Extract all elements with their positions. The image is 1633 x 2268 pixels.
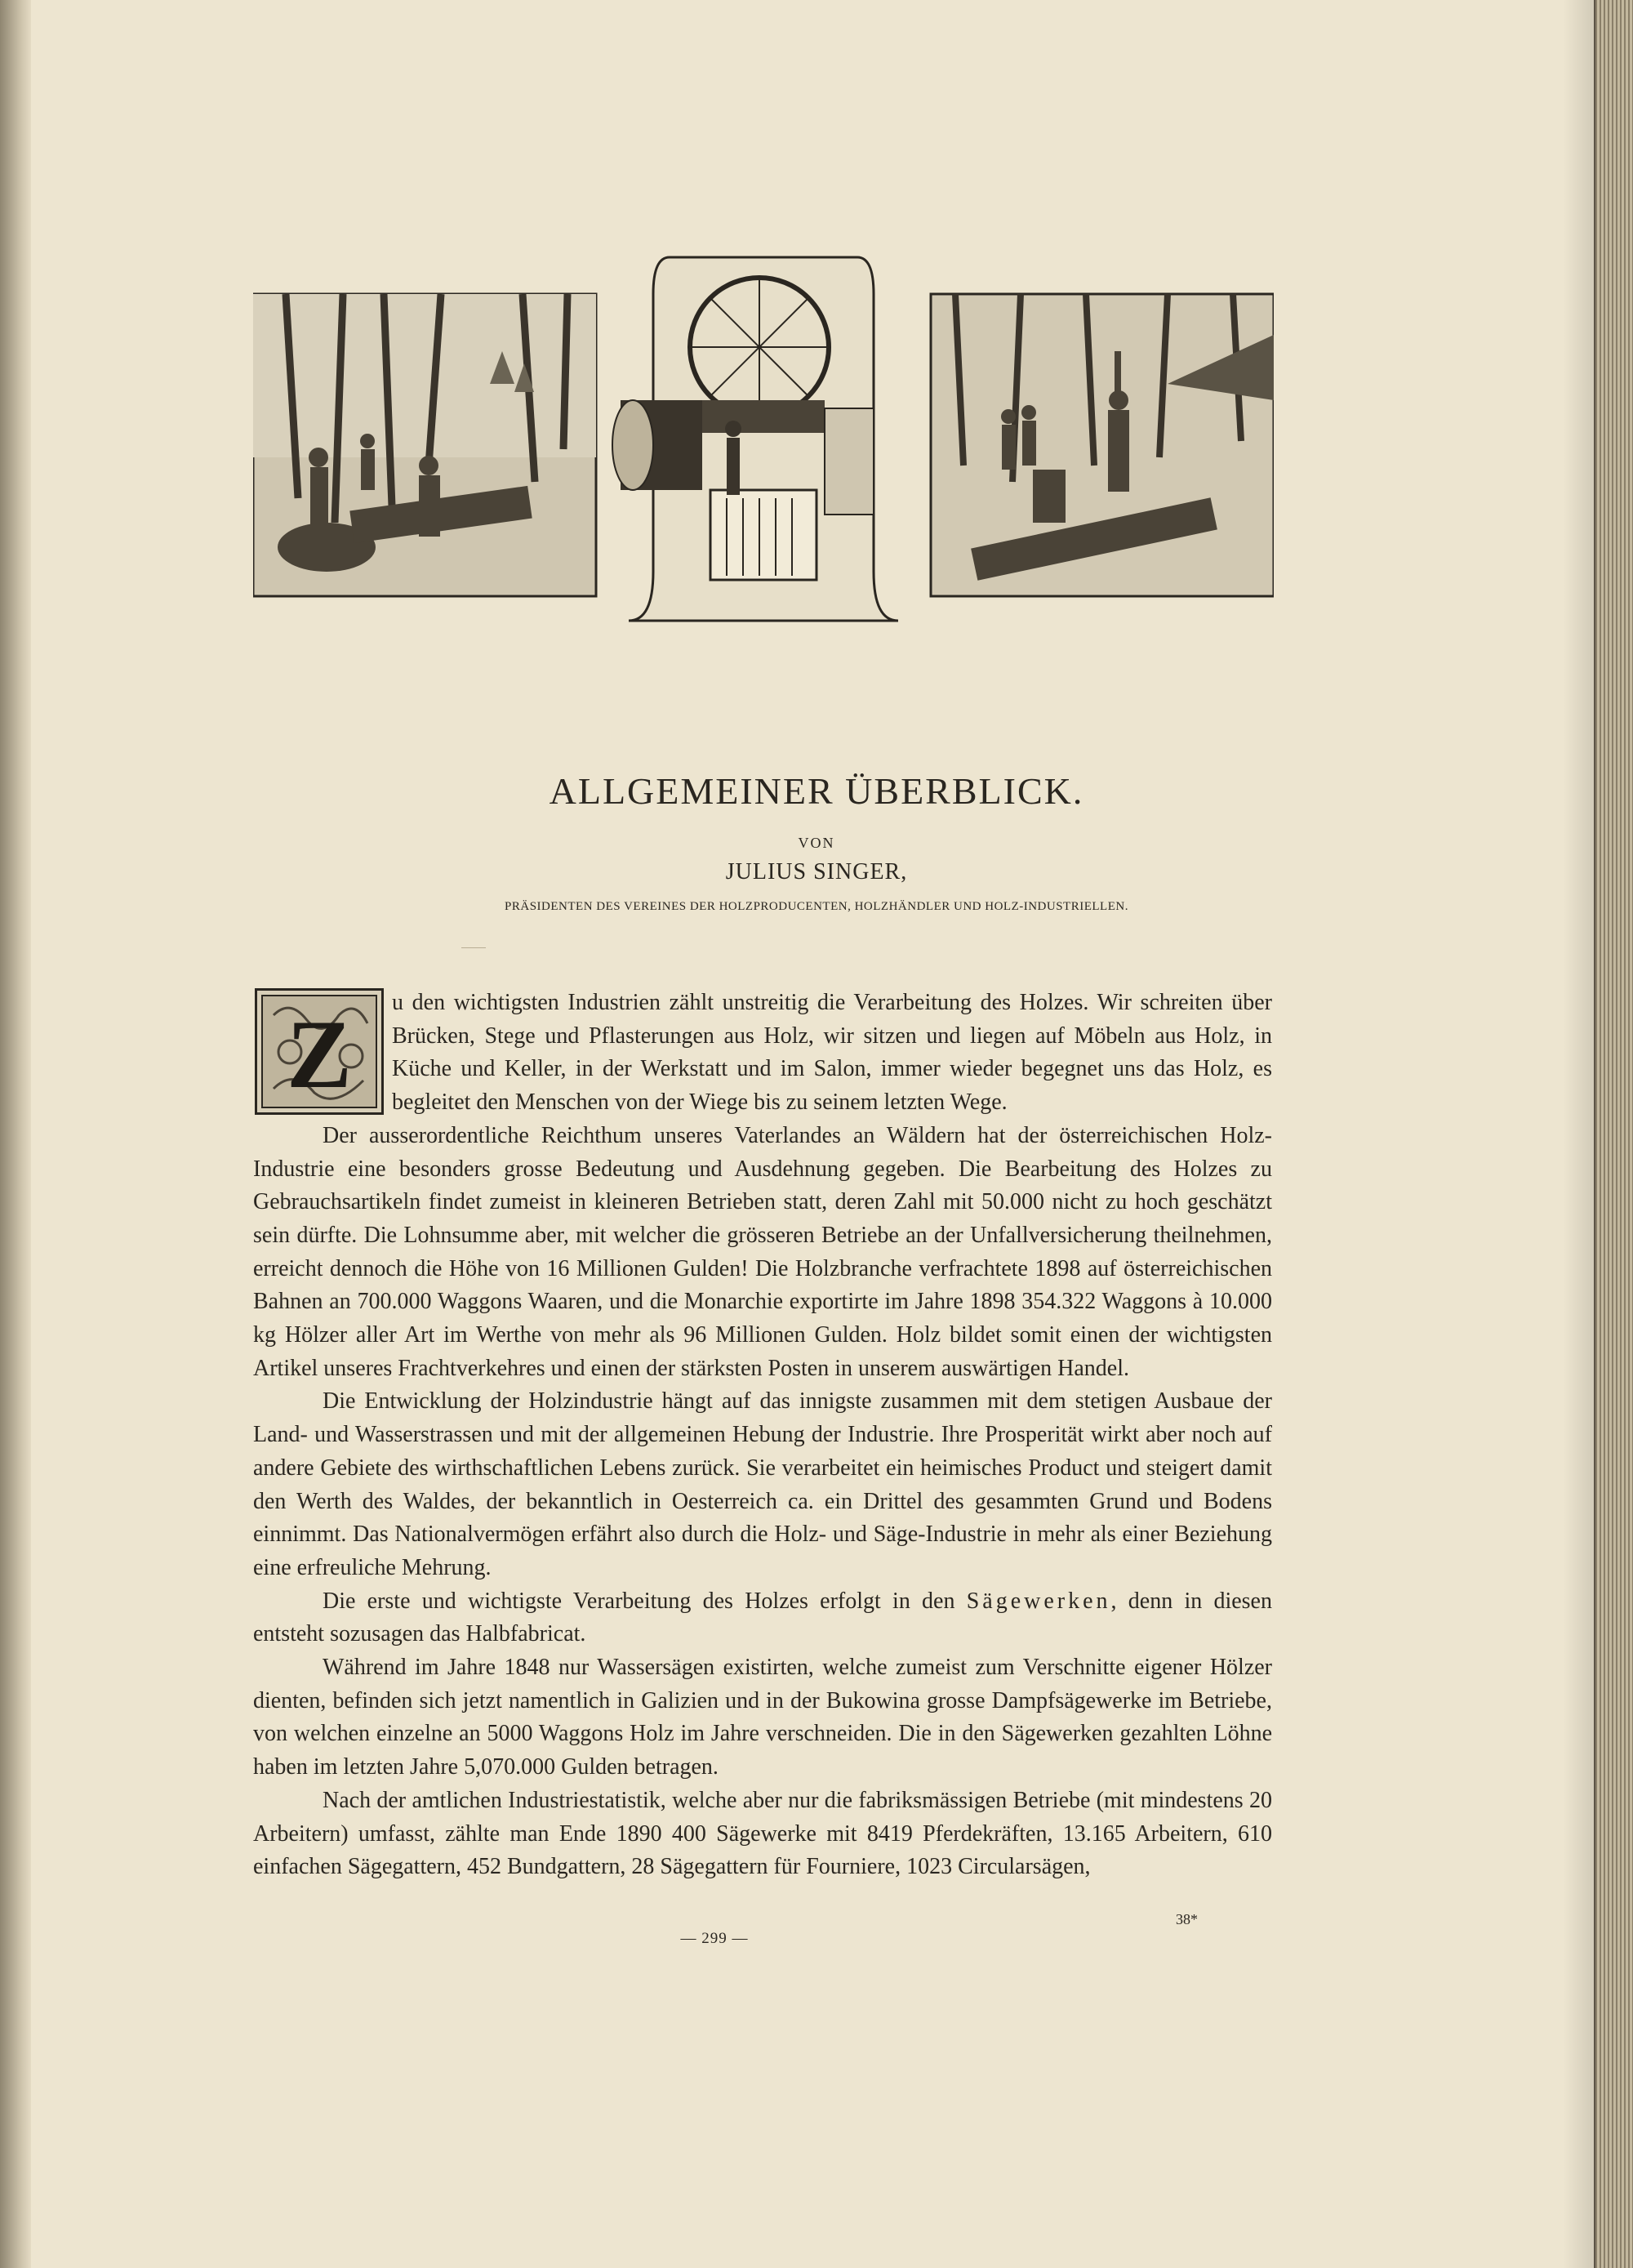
paragraph-4-emphasis: Sägewerken bbox=[966, 1588, 1111, 1614]
paragraph-1: u den wichtigsten Industrien zählt unstreitig die Verarbeitung des Holzes. Wir schreiten über Brücken, Stege und Pflasterungen aus Holz, wir sitzen und liegen auf Möbeln aus Holz, in Küche und Keller, in der Werkstatt und im Salon, immer wieder begegnet uns das Holz, es begleitet den Menschen von der Wiege bis zu seinem letzten Wege. bbox=[392, 990, 1272, 1116]
drop-cap-letter: Z bbox=[286, 1000, 353, 1108]
bandsaw-icon bbox=[612, 257, 898, 621]
author-name: JULIUS SINGER, bbox=[725, 859, 908, 884]
page-edge-stack bbox=[1594, 0, 1633, 2268]
byline-von: VON bbox=[798, 835, 835, 851]
paragraph-5: Während im Jahre 1848 nur Wassersägen existirten, welche zumeist zum Verschnitte eigener Hölzer dienten, befinden sich jetzt namentlich in Galizien und in der Bukowina grosse Dampfsägewerke im Betriebe, von welchen einzelne an 5000 Waggons Holz im Jahre verschneiden. Die in den Sägewerken gezahlten Löhne haben im letzten Jahre 5,070.000 Gulden betragen. bbox=[253, 1655, 1272, 1780]
author-affiliation: PRÄSIDENTEN DES VEREINES DER HOLZPRODUCENTEN, HOLZHÄNDLER UND HOLZ-INDUSTRIELLEN. bbox=[505, 900, 1128, 913]
tree-felling-icon bbox=[931, 294, 1274, 596]
header-illustration bbox=[253, 253, 1274, 629]
page-number: — 299 — bbox=[680, 1930, 749, 1947]
paragraph-4 bbox=[253, 1585, 1272, 1651]
signature-mark: 38* bbox=[1176, 1911, 1198, 1927]
paragraph-4-end: , denn in diesen entsteht sozusagen das Halbfabricat. bbox=[253, 1588, 1272, 1647]
paragraph-4-start: Die erste und wichtigste Verarbeitung des Holzes erfolgt in den bbox=[323, 1588, 967, 1614]
binding-gutter bbox=[0, 0, 31, 2268]
paragraph-3: Die Entwicklung der Holzindustrie hängt auf das innigste zusammen mit dem stetigen Ausbaue der Land- und Wasserstrassen und mit der allgemeinen Hebung der Industrie. Ihre Prosperität wirkt aber noch auf andere Gebiete des wirthschaftlichen Lebens zurück. Sie verarbeitet ein heimisches Product und steigert damit den Werth des Waldes, der bekanntlich in Oesterreich ca. ein Drittel des gesammten Grund und Bodens einnimmt. Das Nationalvermögen erfährt also durch die Holz- und Säge-Industrie in mehr als einer Beziehung eine erfreuliche Mehrung. bbox=[253, 1388, 1272, 1580]
article-body bbox=[253, 987, 1272, 1884]
article-title: ALLGEMEINER ÜBERBLICK. bbox=[549, 770, 1084, 812]
woodcutters-icon bbox=[253, 294, 596, 596]
paragraph-6: Nach der amtlichen Industriestatistik, welche aber nur die fabriksmässigen Betriebe (mit mindestens 20 Arbeitern) umfasst, zählte man Ende 1890 400 Sägewerke mit 8419 Pferdekräften, 13.165 Arbeitern, 610 einfachen Sägegattern, 452 Bundgattern, 28 Sägegattern für Fourniere, 1023 Circularsägen, bbox=[253, 1787, 1272, 1880]
illustration-frame bbox=[253, 253, 1274, 629]
paragraph-2: Der ausserordentliche Reichthum unseres Vaterlandes an Wäldern hat der österreichischen Holz-Industrie eine besonders grosse Bedeutung und Ausdehnung gegeben. Die Bearbeitung des Holzes zu Gebrauchsartikeln findet zumeist in kleineren Betrieben statt, deren Zahl mit 50.000 nicht zu hoch geschätzt sein dürfte. Die Lohnsumme aber, mit welcher die grösseren Betriebe an der Unfallversicherung theilnehmen, erreicht dennoch die Höhe von 16 Millionen Gulden! Die Holzbranche verfrachtete 1898 auf österreichischen Bahnen an 700.000 Waggons Waaren, und die Monarchie exportirte im Jahre 1898 354.322 Waggons à 10.000 kg Hölzer aller Art im Werthe von mehr als 96 Millionen Gulden. Holz bildet somit einen der wichtigsten Artikel unseres Frachtverkehres und einen der stärksten Posten in unserem auswärtigen Handel. bbox=[253, 1122, 1272, 1381]
drop-cap-space bbox=[253, 987, 392, 1117]
divider-rule bbox=[461, 947, 486, 948]
page-shadow bbox=[1563, 0, 1595, 2268]
